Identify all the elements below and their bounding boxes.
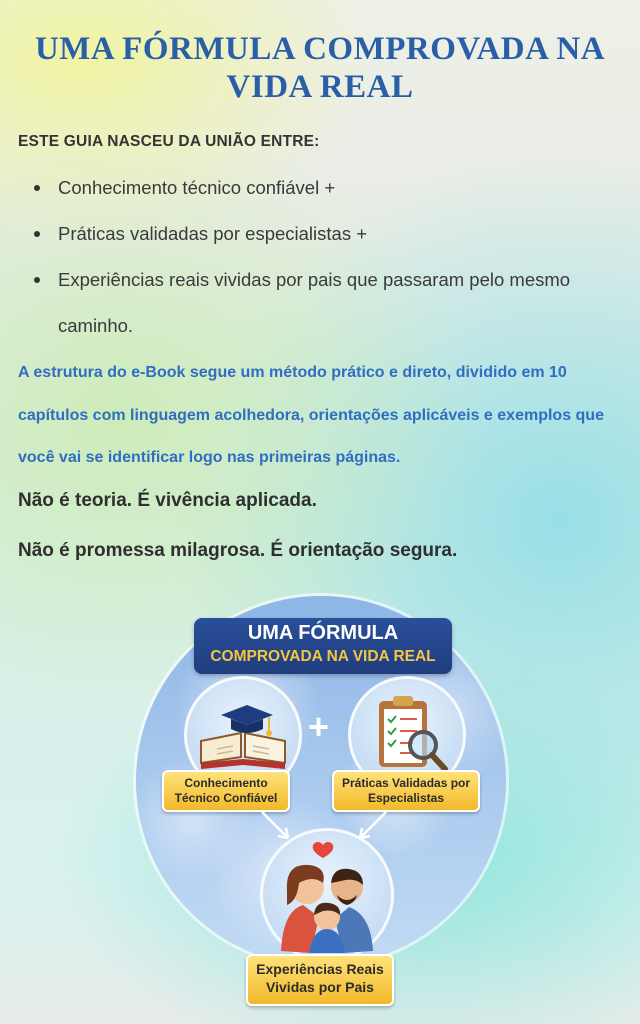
bullet-text: Práticas validadas por especialistas + <box>58 223 368 244</box>
bullet-text: Experiências reais vividas por pais que passaram pelo mesmo caminho. <box>58 269 571 336</box>
plus-sign: + <box>308 706 330 747</box>
tag-technical-knowledge: Conhecimento Técnico Confiável <box>162 770 290 812</box>
statement-promise: Não é promessa milagrosa. É orientação segura. <box>18 540 458 561</box>
formula-graphic <box>136 596 506 995</box>
statement-theory: Não é teoria. É vivência aplicada. <box>18 490 317 511</box>
banner-subtitle: COMPROVADA NA VIDA REAL <box>210 648 436 665</box>
bullet-item <box>18 211 618 257</box>
bullet-text: Conhecimento técnico confiável + <box>58 177 336 198</box>
tag-validated-practices: Práticas Validadas por Especialistas <box>332 770 480 812</box>
family-hug-icon <box>260 828 394 962</box>
banner-title: UMA FÓRMULA <box>247 622 399 644</box>
graphic-banner <box>194 618 452 674</box>
description-paragraph: A estrutura do e-Book segue um método prático e direto, dividido em 10 capítulos com linguagem acolhedora, orientações aplicáveis e exemplos que você vai se identificar logo nas primeiras páginas. <box>18 364 604 466</box>
page-title: UMA FÓRMULA COMPROVADA NA VIDA REAL <box>34 31 606 105</box>
bullet-dot-icon <box>34 185 40 191</box>
bullet-list <box>18 165 618 349</box>
bullet-item <box>18 257 578 349</box>
tag-real-experiences: Experiências Reais Vividas por Pais <box>246 954 394 1006</box>
bullet-dot-icon <box>34 231 40 237</box>
bullet-item <box>18 165 618 211</box>
intro-heading: ESTE GUIA NASCEU DA UNIÃO ENTRE: <box>18 133 320 150</box>
bullet-dot-icon <box>34 277 40 283</box>
